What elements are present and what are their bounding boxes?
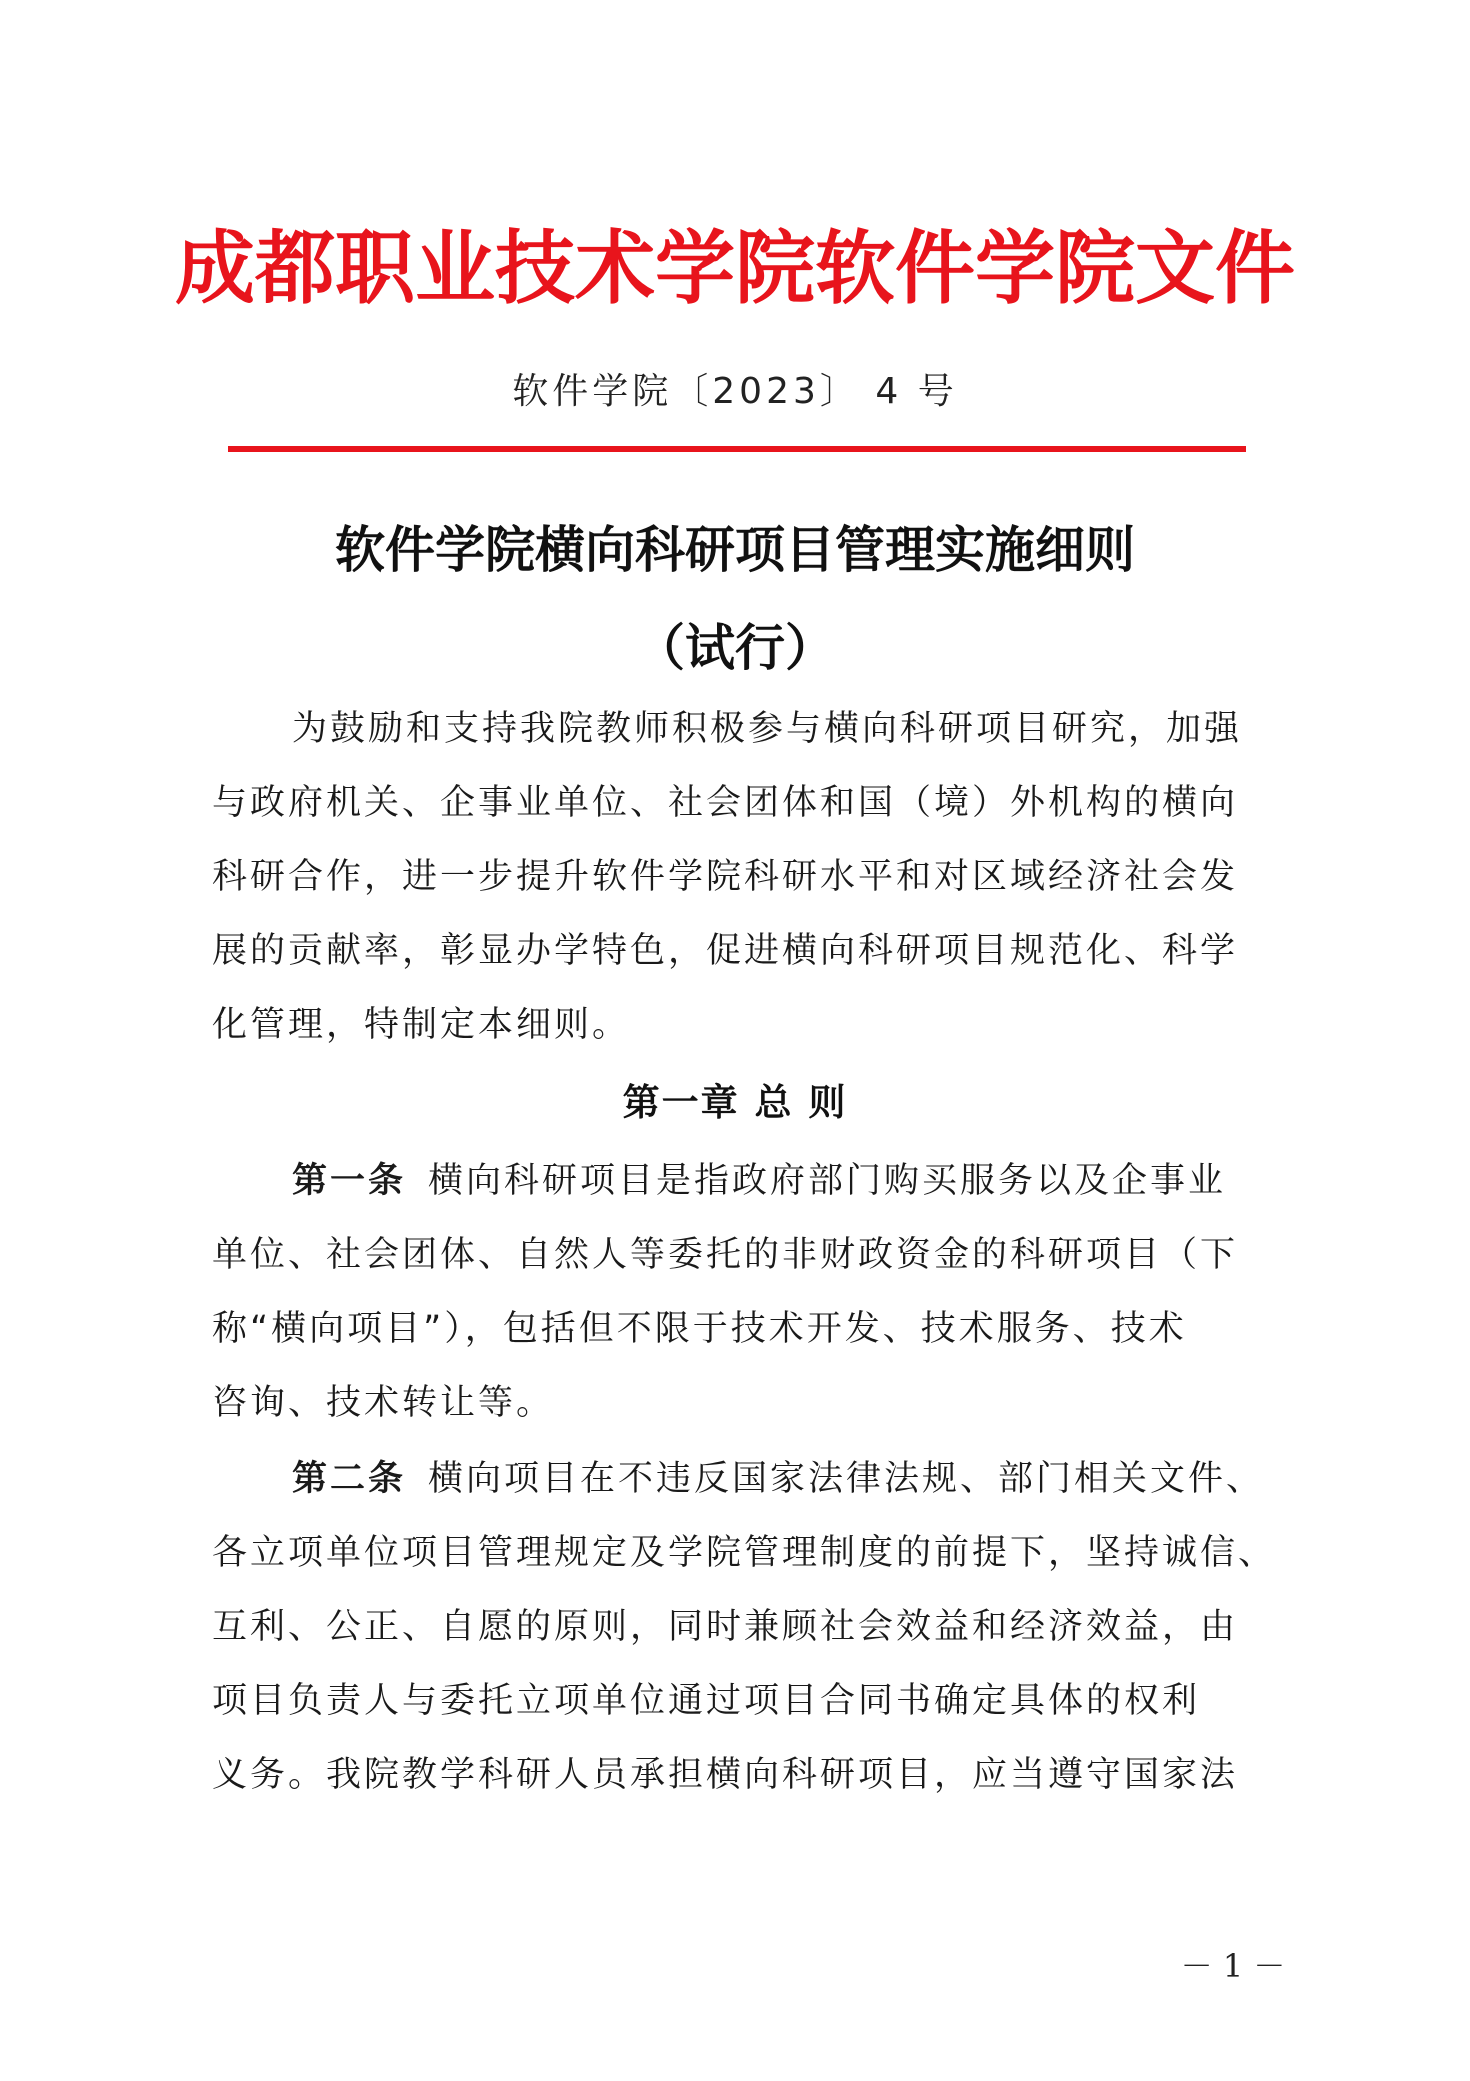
- article-line: 互利、公正、自愿的原则，同时兼顾社会效益和经济效益，由: [212, 1607, 1239, 1647]
- preamble-line: 展的贡献率，彰显办学特色，促进横向科研项目规范化、科学: [212, 931, 1239, 971]
- red-separator-line: [228, 446, 1246, 452]
- article-line: 咨询、技术转让等。: [212, 1383, 555, 1423]
- preamble-paragraph: [212, 692, 1272, 1062]
- preamble-line: 为鼓励和支持我院教师积极参与横向科研项目研究，加强: [292, 709, 1243, 749]
- document-title: 软件学院横向科研项目管理实施细则: [335, 520, 1135, 579]
- article-1-paragraph: [212, 1144, 1272, 1440]
- article-2-paragraph: [212, 1442, 1277, 1812]
- article-line: 单位、社会团体、自然人等委托的非财政资金的科研项目（下: [212, 1235, 1239, 1275]
- document-subtitle: （试行）: [635, 618, 835, 677]
- preamble-line: 科研合作，进一步提升软件学院科研水平和对区域经济社会发: [212, 857, 1239, 897]
- preamble-line: 与政府机关、企事业单位、社会团体和国（境）外机构的横向: [212, 783, 1239, 823]
- issuing-authority-header: 成都职业技术学院软件学院文件: [175, 221, 1295, 315]
- article-2-first-line: [212, 1442, 1272, 1516]
- chapter-heading: 第一章 总 则: [622, 1081, 848, 1124]
- article-line: 项目负责人与委托立项单位通过项目合同书确定具体的权利: [212, 1681, 1201, 1721]
- article-line: 义务。我院教学科研人员承担横向科研项目，应当遵守国家法: [212, 1755, 1239, 1795]
- article-line: 称“横向项目”），包括但不限于技术开发、技术服务、技术: [212, 1309, 1187, 1349]
- preamble-line: 化管理，特制定本细则。: [212, 1005, 631, 1045]
- article-label: 第一条: [292, 1161, 407, 1201]
- article-1-first-line: [212, 1144, 1272, 1218]
- article-text: 横向科研项目是指政府部门购买服务以及企事业: [428, 1161, 1227, 1201]
- article-text: 横向项目在不违反国家法律法规、部门相关文件、: [428, 1459, 1265, 1499]
- article-label: 第二条: [292, 1459, 407, 1499]
- article-line: 各立项单位项目管理规定及学院管理制度的前提下，坚持诚信、: [212, 1533, 1277, 1573]
- page-number: － 1 －: [1180, 1947, 1286, 1985]
- document-number: 软件学院〔2023〕 4 号: [512, 371, 958, 412]
